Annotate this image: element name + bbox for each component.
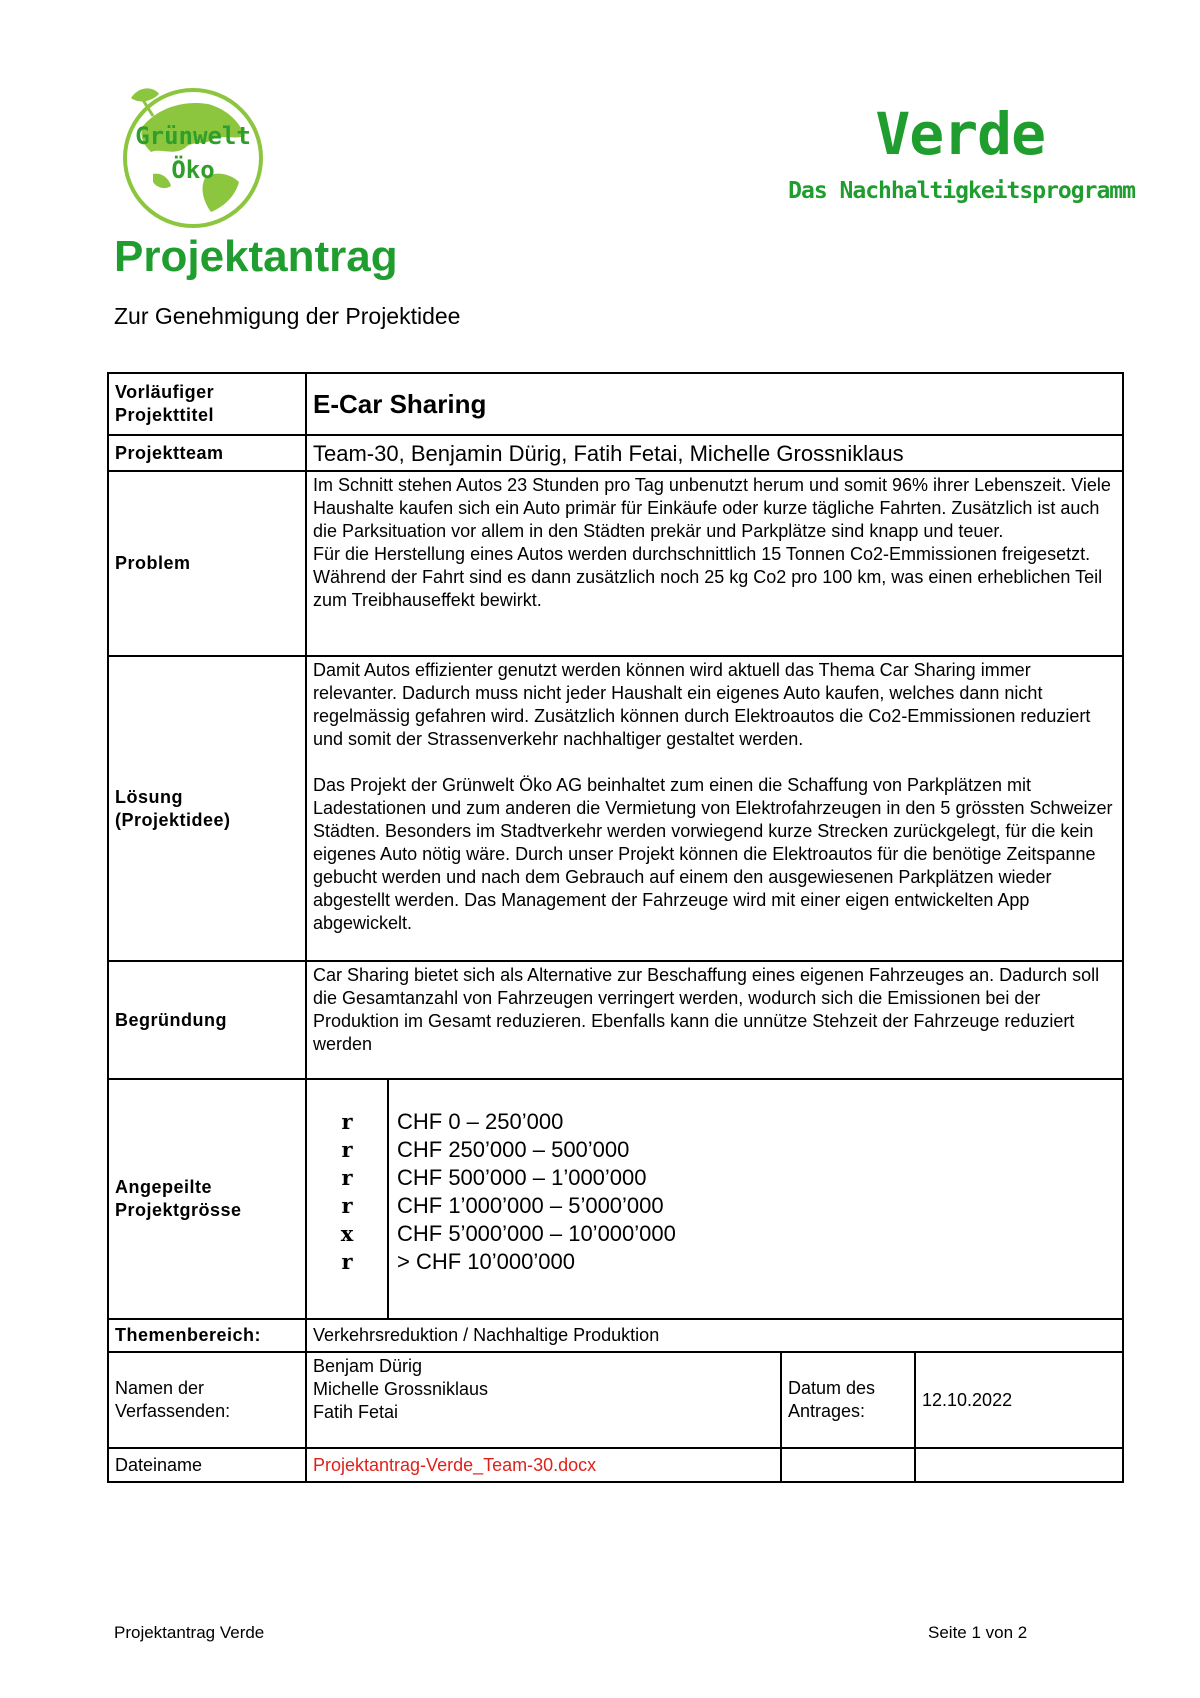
- size-label-column: [389, 1080, 676, 1318]
- project-title-value: E-Car Sharing: [306, 373, 1123, 435]
- author-name: Fatih Fetai: [313, 1402, 399, 1422]
- author-name: Michelle Grossniklaus: [313, 1379, 489, 1399]
- gruenwelt-logo: [113, 78, 273, 230]
- row-project-size: [108, 1079, 1123, 1319]
- topic-value: Verkehrsreduktion / Nachhaltige Produktion: [306, 1319, 1123, 1352]
- globe-logo-icon: [113, 78, 273, 230]
- date-label: Datum des Antrages:: [781, 1352, 915, 1448]
- project-size-options: [306, 1079, 1123, 1319]
- size-option-label: CHF 5’000’000 – 10’000’000: [397, 1221, 676, 1246]
- project-size-label: Angepeilte Projektgrösse: [108, 1079, 306, 1319]
- row-filename: [108, 1448, 1123, 1482]
- problem-text: Im Schnitt stehen Autos 23 Stunden pro Tag unbenutzt herum und somit 96% ihrer Lebenszeit. Viele Haushalte kaufen sich ein Auto primär für Einkäufe oder kurze tägliche Fahrten. Zusätzlich ist auch die Parksituation vor allem in den Städten prekär und Parkplätze sind knapp und teuer. Für die Herstellung eines Autos werden durchschnittlich 15 Tonnen Co2-Emmissionen freigesetzt. Während der Fahrt sind es dann zusätzlich noch 25 kg Co2 pro 100 km, was einen erheblichen Teil zum Treibhauseffekt bewirkt.: [306, 471, 1123, 656]
- project-title-label: Vorläufiger Projekttitel: [108, 373, 306, 435]
- row-problem: [108, 471, 1123, 656]
- size-checkbox[interactable]: r: [341, 1249, 353, 1274]
- reason-label: Begründung: [108, 961, 306, 1079]
- row-authors: [108, 1352, 1123, 1448]
- row-project-title: [108, 373, 1123, 435]
- solution-label: Lösung (Projektidee): [108, 656, 306, 961]
- size-checkbox-checked[interactable]: x: [340, 1221, 354, 1246]
- author-name: Benjam Dürig: [313, 1356, 423, 1376]
- row-project-team: [108, 435, 1123, 471]
- size-checkbox[interactable]: r: [341, 1137, 353, 1162]
- project-team-label: Projektteam: [108, 435, 306, 471]
- empty-cell: [915, 1448, 1123, 1482]
- row-solution: [108, 656, 1123, 961]
- project-team-value: Team-30, Benjamin Dürig, Fatih Fetai, Michelle Grossniklaus: [306, 435, 1123, 471]
- reason-text: Car Sharing bietet sich als Alternative zur Beschaffung eines eigenen Fahrzeuges an. Dadurch soll die Gesamtanzahl von Fahrzeugen verringert werden, wodurch sich die Emissionen bei der Produktion im Gesamt reduzieren. Ebenfalls kann die unnütze Stehzeit der Fahrzeuge reduziert werden: [306, 961, 1123, 1079]
- footer-page-number: Seite 1 von 2: [928, 1623, 1028, 1642]
- footer-document-name: Projektantrag Verde: [114, 1623, 265, 1642]
- row-reason: [108, 961, 1123, 1079]
- solution-text: Damit Autos effizienter genutzt werden können wird aktuell das Thema Car Sharing immer relevanter. Dadurch muss nicht jeder Haushalt ein eigenes Auto kaufen, welches dann nicht regelmässig gefahren wird. Zusätzlich können durch Elektroautos die Co2-Emmissionen reduziert und somit der Strassenverkehr nachhaltiger gestaltet werden. Das Projekt der Grünwelt Öko AG beinhaltet zum einen die Schaffung von Parkplätzen mit Ladestationen und zum anderen die Vermietung von Elektrofahrzeugen in den 5 grössten Schweizer Städten. Besonders im Stadtverkehr werden vorwiegend kurze Strecken zurückgelegt, für die kein eigenes Auto nötig wäre. Durch unser Projekt können die Elektroautos für die benötige Zeitspanne gebucht werden und nach dem Gebrauch auf einem den ausgewiesenen Parkplätzen wieder abgestellt werden. Das Management der Fahrzeuge wird mit einer eigen entwickelten App abgewickelt.: [306, 656, 1123, 961]
- topic-label: Themenbereich:: [108, 1319, 306, 1352]
- authors-list: [306, 1352, 781, 1448]
- size-checkbox[interactable]: r: [341, 1165, 353, 1190]
- logo-text-line1: Grünwelt: [135, 122, 251, 150]
- size-option-label: CHF 0 – 250’000: [397, 1109, 564, 1134]
- document-subtitle: Zur Genehmigung der Projektidee: [114, 303, 461, 329]
- size-option-label: CHF 250’000 – 500’000: [397, 1137, 630, 1162]
- empty-cell: [781, 1448, 915, 1482]
- size-option-label: CHF 1’000’000 – 5’000’000: [397, 1193, 664, 1218]
- authors-label: Namen der Verfassenden:: [108, 1352, 306, 1448]
- date-value: 12.10.2022: [915, 1352, 1123, 1448]
- filename-label: Dateiname: [108, 1448, 306, 1482]
- problem-label: Problem: [108, 471, 306, 656]
- logo-text-line2: Öko: [171, 156, 215, 184]
- document-title: Projektantrag: [114, 232, 398, 281]
- size-checkbox[interactable]: r: [341, 1109, 353, 1134]
- size-option-label: CHF 500’000 – 1’000’000: [397, 1165, 647, 1190]
- row-topic: [108, 1319, 1123, 1352]
- filename-value: Projektantrag-Verde_Team-30.docx: [306, 1448, 781, 1482]
- size-option-label: > CHF 10’000’000: [397, 1249, 575, 1274]
- brand-subtitle: Das Nachhaltigkeitsprogramm: [788, 178, 1135, 204]
- size-checkbox-column: [307, 1080, 389, 1318]
- brand-title: Verde: [875, 100, 1045, 168]
- project-form-table: [107, 372, 1124, 1483]
- size-checkbox[interactable]: r: [341, 1193, 353, 1218]
